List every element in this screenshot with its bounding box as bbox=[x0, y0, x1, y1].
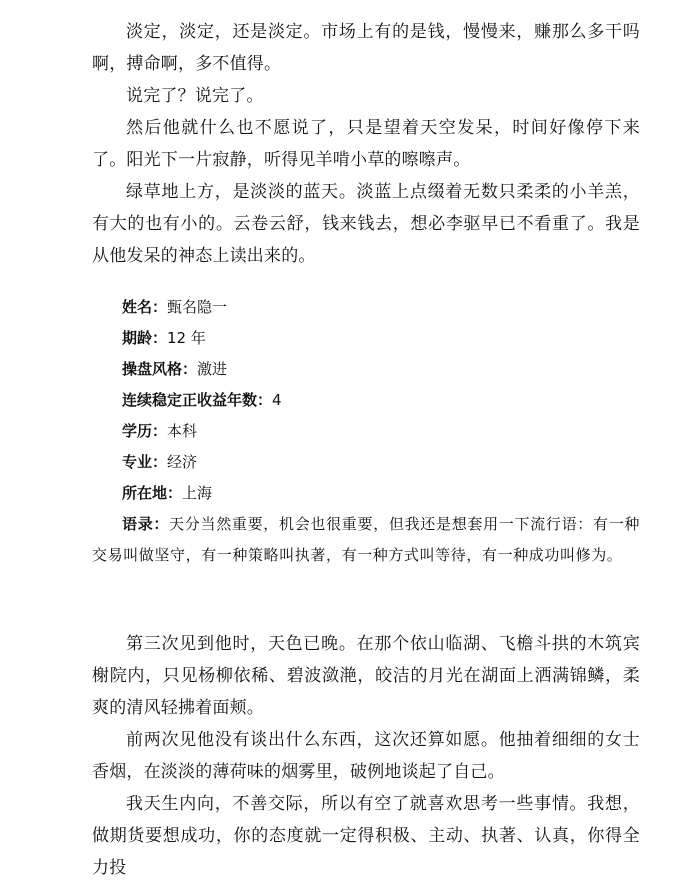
profile-tenure-label: 期龄： bbox=[122, 329, 168, 347]
profile-style bbox=[92, 354, 640, 385]
paragraph-introvert: 我天生内向，不善交际，所以有空了就喜欢思考一些事情。我想，做期货要想成功，你的态度就一定得积极、主动、执著、认真，你得全力投 bbox=[92, 794, 640, 878]
profile-years-value: 4 bbox=[272, 391, 282, 409]
paragraph-calm: 淡定，淡定，还是淡定。市场上有的是钱，慢慢来，赚那么多干吗啊，搏命啊，多不值得。 bbox=[92, 22, 640, 74]
profile-quote bbox=[92, 509, 640, 571]
profile-style-label: 操盘风格： bbox=[122, 360, 198, 378]
paragraph-sky: 绿草地上方，是淡淡的蓝天。淡蓝上点缀着无数只柔柔的小羊羔，有大的也有小的。云卷云舒，钱来钱去，想必李驱早已不看重了。我是从他发呆的神态上读出来的。 bbox=[92, 182, 640, 266]
trader-profile bbox=[92, 292, 640, 571]
profile-location-label: 所在地： bbox=[122, 484, 183, 502]
narrative-section-1 bbox=[92, 16, 640, 272]
profile-tenure bbox=[92, 323, 640, 354]
profile-education-label: 学历： bbox=[122, 422, 168, 440]
profile-years bbox=[92, 385, 640, 416]
profile-style-value: 激进 bbox=[197, 360, 228, 378]
narrative-section-2 bbox=[92, 628, 640, 884]
profile-education-value: 本科 bbox=[167, 422, 198, 440]
profile-quote-value: 天分当然重要，机会也很重要，但我还是想套用一下流行语：有一种交易叫做坚守，有一种策略叫执著，有一种方式叫等待，有一种成功叫修为。 bbox=[92, 515, 640, 564]
paragraph-silence: 然后他就什么也不愿说了，只是望着天空发呆，时间好像停下来了。阳光下一片寂静，听得见羊啃小草的嚓嚓声。 bbox=[92, 118, 640, 170]
profile-years-label: 连续稳定正收益年数： bbox=[122, 391, 273, 409]
paragraph-third-meeting: 第三次见到他时，天色已晚。在那个依山临湖、飞檐斗拱的木筑宾榭院内，只见杨柳依稀、碧波潋滟，皎洁的月光在湖面上洒满锦鳞，柔爽的清风轻拂着面颊。 bbox=[92, 634, 640, 718]
paragraph-smoke: 前两次见他没有谈出什么东西，这次还算如愿。他抽着细细的女士香烟，在淡淡的薄荷味的烟雾里，破例地谈起了自己。 bbox=[92, 730, 640, 782]
profile-quote-label: 语录： bbox=[122, 515, 170, 533]
profile-name-label: 姓名： bbox=[122, 298, 168, 316]
profile-major bbox=[92, 447, 640, 478]
paragraph-finished: 说完了？说完了。 bbox=[126, 86, 264, 106]
profile-location bbox=[92, 478, 640, 509]
profile-name-value: 甄名隐一 bbox=[167, 298, 228, 316]
profile-major-label: 专业： bbox=[122, 453, 168, 471]
profile-major-value: 经济 bbox=[167, 453, 198, 471]
profile-tenure-value: 12 年 bbox=[167, 329, 206, 347]
profile-name bbox=[92, 292, 640, 323]
profile-location-value: 上海 bbox=[182, 484, 213, 502]
profile-education bbox=[92, 416, 640, 447]
